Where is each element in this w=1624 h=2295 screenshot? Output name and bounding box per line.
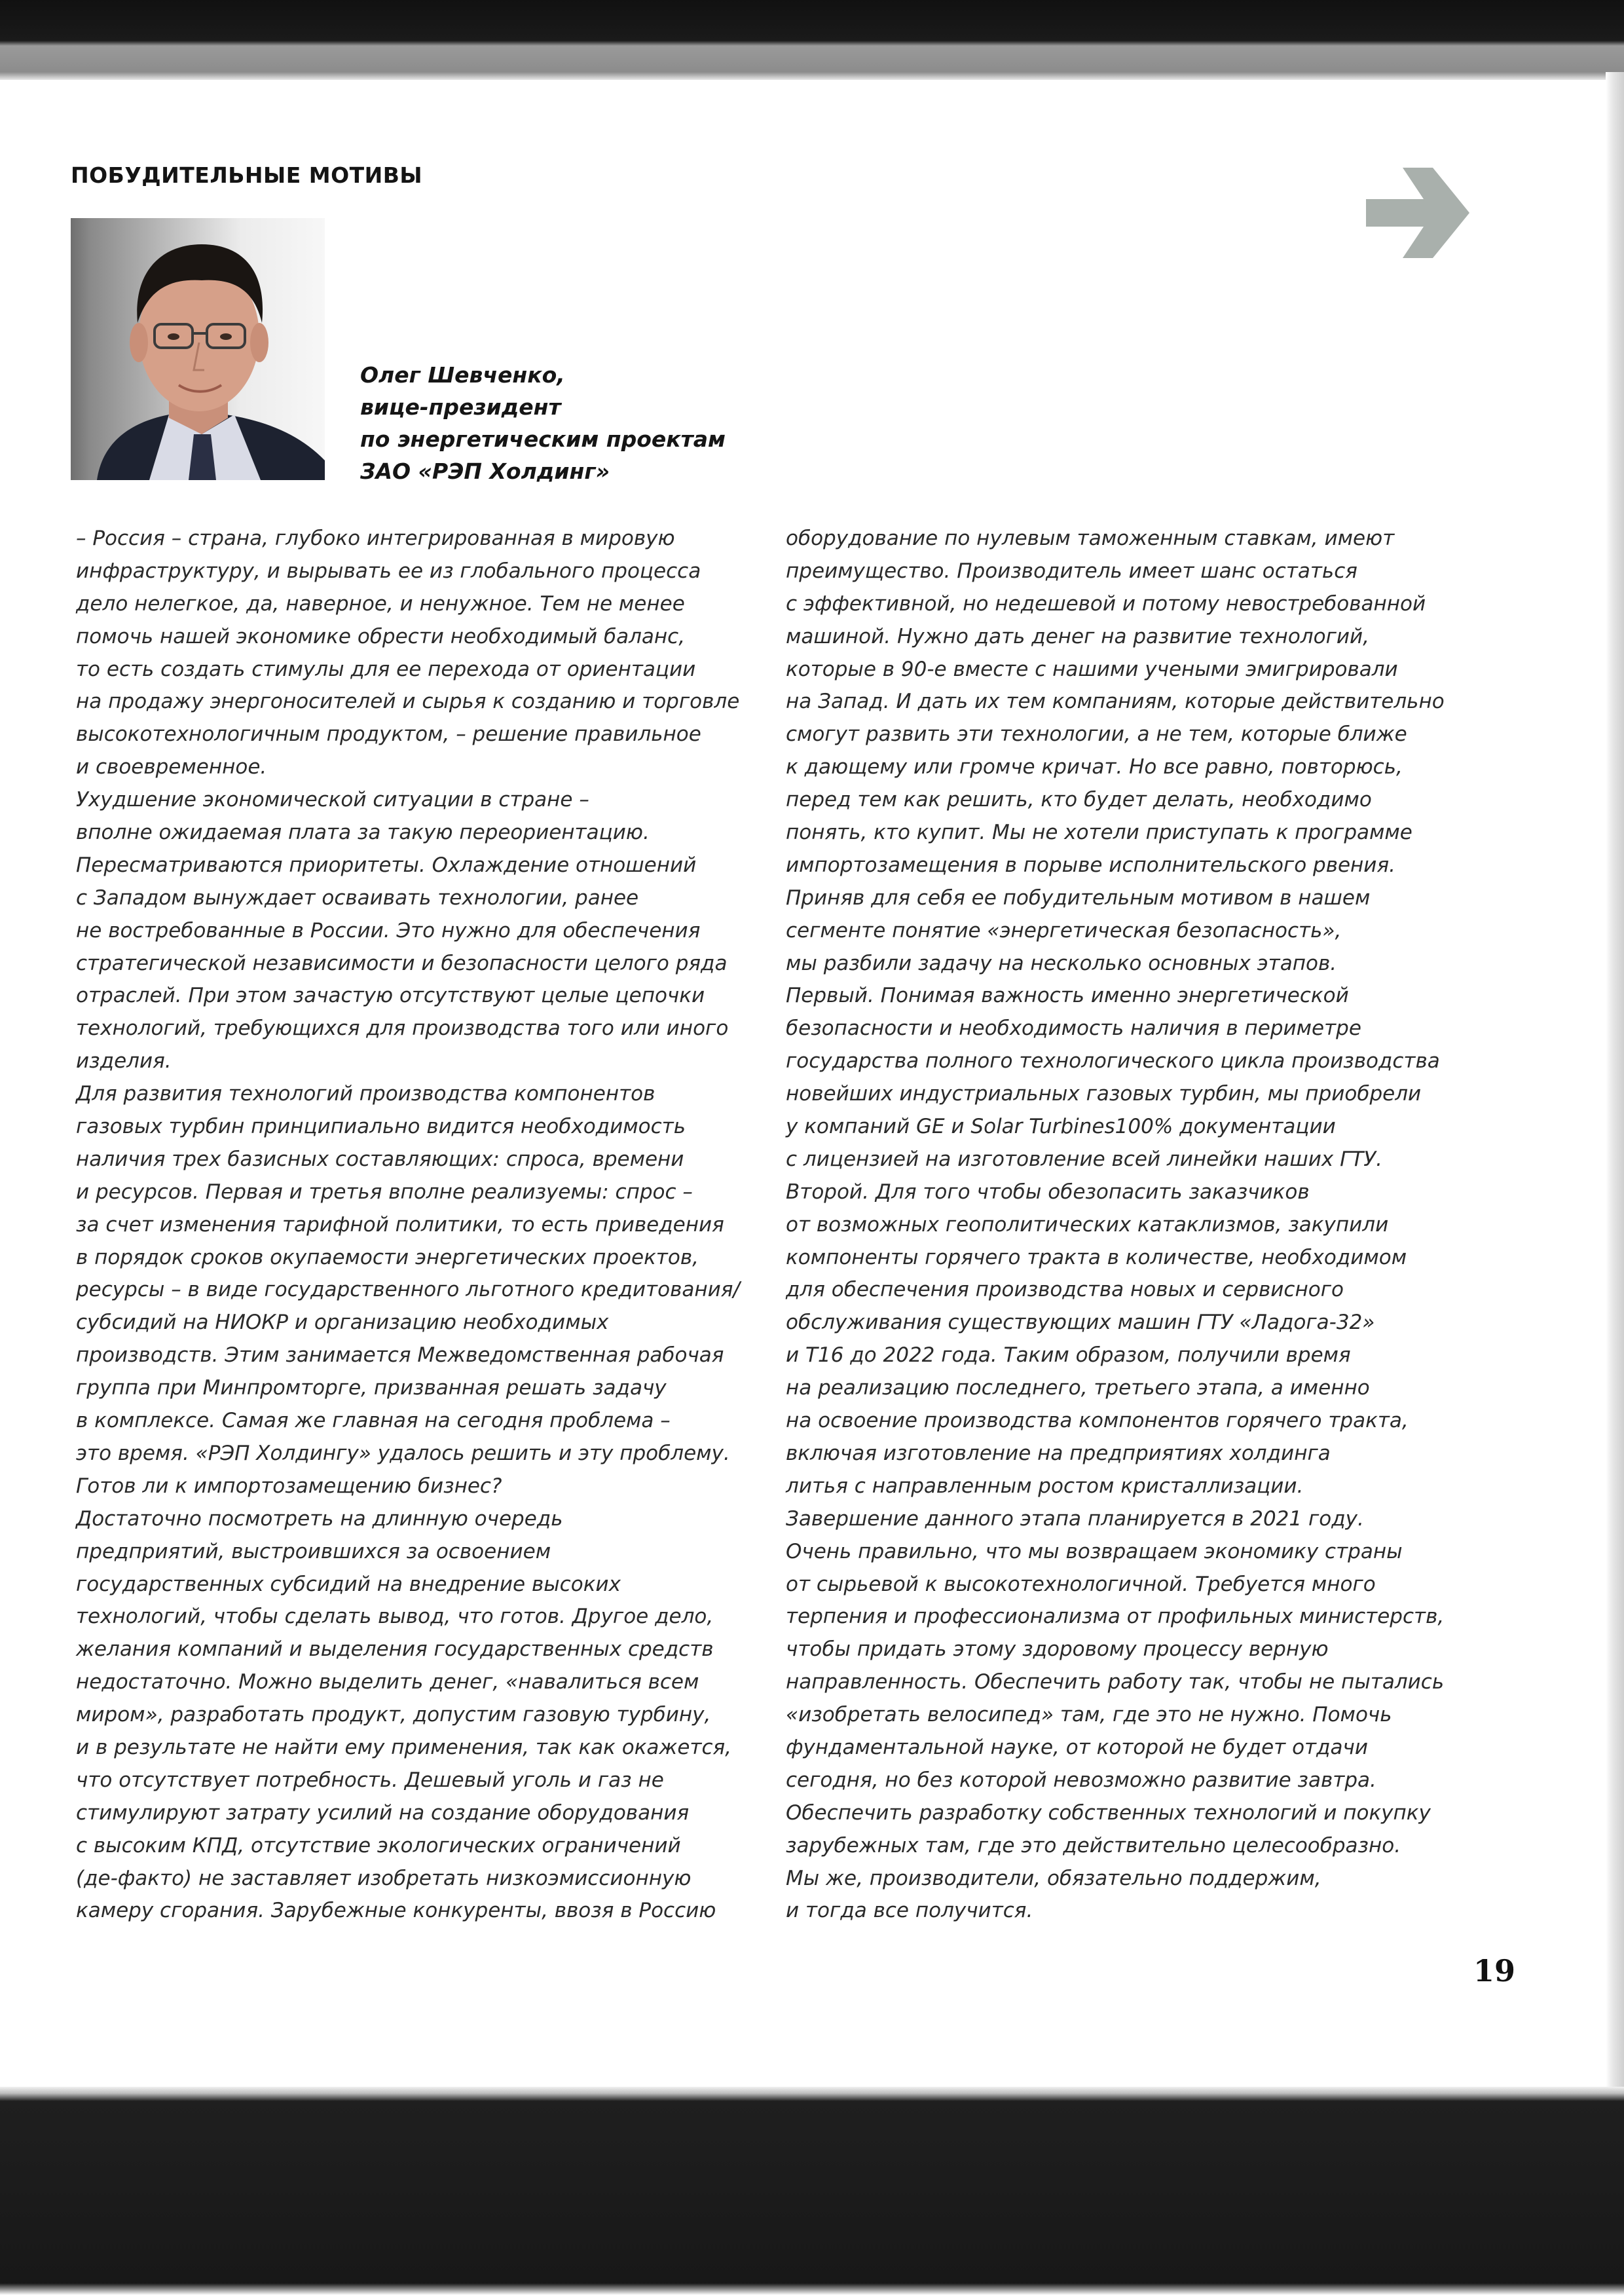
text-line: от сырьевой к высокотехнологичной. Требуется много [786, 1572, 1376, 1596]
text-line: не востребованные в России. Это нужно для обеспечения [76, 918, 701, 942]
text-line: группа при Минпромторге, призванная решать задачу [76, 1376, 667, 1400]
text-line: государства полного технологического цикла производства [786, 1049, 1440, 1073]
text-line: газовых турбин принципиально видится необходимость [76, 1115, 686, 1139]
text-line: компоненты горячего тракта в количестве, необходимом [786, 1245, 1407, 1269]
text-line: фундаментальной науке, от которой не будет отдачи [786, 1735, 1368, 1759]
text-line: оборудование по нулевым таможенным ставкам, имеют [786, 527, 1395, 550]
text-line: стимулируют затрату усилий на создание оборудования [76, 1801, 690, 1825]
text-line: стратегической независимости и безопасности целого ряда [76, 951, 728, 975]
text-line: и своевременное. [76, 755, 267, 779]
text-line: миром», разработать продукт, допустим газовую турбину, [76, 1703, 711, 1727]
text-line: в порядок сроков окупаемости энергетических проектов, [76, 1245, 699, 1269]
text-line: недостаточно. Можно выделить денег, «навалиться всем [76, 1670, 699, 1694]
text-line: включая изготовление на предприятиях холдинга [786, 1441, 1331, 1465]
text-line: Для развития технологий производства компонентов [76, 1082, 655, 1106]
scan-border-bottom [0, 2087, 1624, 2295]
text-line: у компаний GE и Solar Turbines100% документации [786, 1115, 1336, 1139]
text-line: технологий, требующихся для производства того или иного [76, 1017, 729, 1041]
text-line: на Запад. И дать их тем компаниям, которые действительно [786, 690, 1445, 714]
text-line: терпения и профессионализма от профильных министерств, [786, 1605, 1445, 1629]
text-line: на освоение производства компонентов горячего тракта, [786, 1409, 1409, 1433]
text-line: импортозамещения в порыве исполнительского рвения. [786, 853, 1395, 877]
text-line: чтобы придать этому здоровому процессу верную [786, 1637, 1329, 1662]
text-line: «изобретать велосипед» там, где это не нужно. Помочь [786, 1703, 1392, 1727]
text-line: (де-факто) не заставляет изобретать низкоэмиссионную [76, 1866, 692, 1890]
text-line: то есть создать стимулы для ее перехода от ориентации [76, 657, 696, 681]
text-line: новейших индустриальных газовых турбин, мы приобрели [786, 1082, 1422, 1106]
text-line: на реализацию последнего, третьего этапа, а именно [786, 1376, 1370, 1400]
text-line: машиной. Нужно дать денег на развитие технологий, [786, 624, 1370, 648]
text-line: – Россия – страна, глубоко интегрированная в мировую [76, 527, 675, 550]
text-line: на продажу энергоносителей и сырья к созданию и торговле [76, 690, 740, 714]
page-number: 19 [1473, 1953, 1516, 1988]
text-line: от возможных геополитических катаклизмов, закупили [786, 1212, 1389, 1237]
text-line: предприятий, выстроившихся за освоением [76, 1539, 551, 1563]
text-line: субсидий на НИОКР и организацию необходимых [76, 1311, 609, 1335]
text-line: сегодня, но без которой невозможно развитие завтра. [786, 1768, 1376, 1792]
portrait-illustration [71, 218, 325, 480]
text-line: дело нелегкое, да, наверное, и ненужное. Тем не менее [76, 591, 685, 616]
text-line: желания компаний и выделения государственных средств [76, 1637, 714, 1662]
caption-name: Олег Шевченко, [360, 362, 565, 388]
text-line: направленность. Обеспечить работу так, чтобы не пытались [786, 1670, 1445, 1694]
text-line: безопасности и необходимость наличия в периметре [786, 1017, 1361, 1041]
section-title: ПОБУДИТЕЛЬНЫЕ МОТИВЫ [71, 162, 423, 188]
text-line: изделия. [76, 1049, 172, 1073]
text-line: технологий, чтобы сделать вывод, что готов. Другое дело, [76, 1605, 714, 1629]
text-line: перед тем как решить, кто будет делать, необходимо [786, 788, 1372, 812]
text-line: Пересматриваются приоритеты. Охлаждение отношений [76, 853, 697, 877]
text-line: в комплексе. Самая же главная на сегодня проблема – [76, 1409, 671, 1433]
text-line: Завершение данного этапа планируется в 2021 году. [786, 1506, 1364, 1531]
text-line: с высоким КПД, отсутствие экологических ограничений [76, 1833, 681, 1857]
text-line: вполне ожидаемая плата за такую переориентацию. [76, 821, 650, 845]
article-column-right [786, 523, 1445, 1928]
caption-department: по энергетическим проектам [360, 426, 726, 452]
portrait-caption [360, 359, 726, 487]
text-line: Обеспечить разработку собственных технологий и покупку [786, 1801, 1431, 1825]
text-line: понять, кто купит. Мы не хотели приступать к программе [786, 821, 1412, 845]
text-line: литья с направленным ростом кристаллизации. [786, 1474, 1304, 1498]
text-line: которые в 90-е вместе с нашими учеными эмигрировали [786, 657, 1398, 681]
text-line: отраслей. При этом зачастую отсутствуют целые цепочки [76, 984, 705, 1008]
text-line: для обеспечения производства новых и сервисного [786, 1278, 1344, 1302]
text-line: Достаточно посмотреть на длинную очередь [76, 1506, 563, 1531]
text-line: Первый. Понимая важность именно энергетической [786, 984, 1349, 1008]
text-line: это время. «РЭП Холдингу» удалось решить и эту проблему. [76, 1441, 730, 1465]
text-line: Ухудшение экономической ситуации в стране – [76, 788, 589, 812]
text-line: к дающему или громче кричат. Но все равно, повторюсь, [786, 755, 1403, 779]
text-line: и в результате не найти ему применения, так как окажется, [76, 1735, 732, 1759]
text-line: государственных субсидий на внедрение высоких [76, 1572, 621, 1596]
text-line: производств. Этим занимается Межведомственная рабочая [76, 1343, 724, 1368]
text-line: наличия трех базисных составляющих: спроса, времени [76, 1147, 684, 1171]
text-line: и ресурсов. Первая и третья вполне реализуемы: спрос – [76, 1180, 693, 1204]
portrait-photo [71, 218, 325, 480]
text-line: с Западом вынуждает осваивать технологии, ранее [76, 886, 639, 910]
text-line: обслуживания существующих машин ГТУ «Ладога-32» [786, 1311, 1375, 1335]
text-line: зарубежных там, где это действительно целесообразно. [786, 1833, 1401, 1857]
text-line: преимущество. Производитель имеет шанс остаться [786, 559, 1357, 583]
text-line: с эффективной, но недешевой и потому невостребованной [786, 591, 1426, 616]
text-line: и тогда все получится. [786, 1899, 1033, 1923]
text-line: Второй. Для того чтобы обезопасить заказчиков [786, 1180, 1310, 1204]
text-line: и Т16 до 2022 года. Таким образом, получили время [786, 1343, 1351, 1368]
text-line: Готов ли к импортозамещению бизнес? [76, 1474, 502, 1498]
text-line: ресурсы – в виде государственного льготного кредитования/ [76, 1278, 740, 1302]
caption-company: ЗАО «РЭП Холдинг» [360, 458, 610, 484]
scan-border-right [1606, 72, 1624, 2096]
text-line: смогут развить эти технологии, а не тем, которые ближе [786, 722, 1407, 747]
text-line: камеру сгорания. Зарубежные конкуренты, ввозя в Россию [76, 1899, 716, 1923]
caption-position: вице-президент [360, 394, 561, 420]
text-line: высокотехнологичным продуктом, – решение правильное [76, 722, 701, 747]
arrow-right-icon [1359, 155, 1476, 271]
article-column-left [76, 523, 740, 1928]
text-line: Мы же, производители, обязательно поддержим, [786, 1866, 1321, 1890]
text-line: помочь нашей экономике обрести необходимый баланс, [76, 624, 686, 648]
text-line: Очень правильно, что мы возвращаем экономику страны [786, 1539, 1403, 1563]
text-line: мы разбили задачу на несколько основных этапов. [786, 951, 1337, 975]
text-line: с лицензией на изготовление всей линейки наших ГТУ. [786, 1147, 1383, 1171]
text-line: инфраструктуру, и вырывать ее из глобального процесса [76, 559, 701, 583]
text-line: Приняв для себя ее побудительным мотивом в нашем [786, 886, 1371, 910]
text-line: сегменте понятие «энергетическая безопасность», [786, 918, 1342, 942]
text-line: что отсутствует потребность. Дешевый уголь и газ не [76, 1768, 664, 1792]
scan-border-top [0, 0, 1624, 80]
text-line: за счет изменения тарифной политики, то есть приведения [76, 1212, 724, 1237]
